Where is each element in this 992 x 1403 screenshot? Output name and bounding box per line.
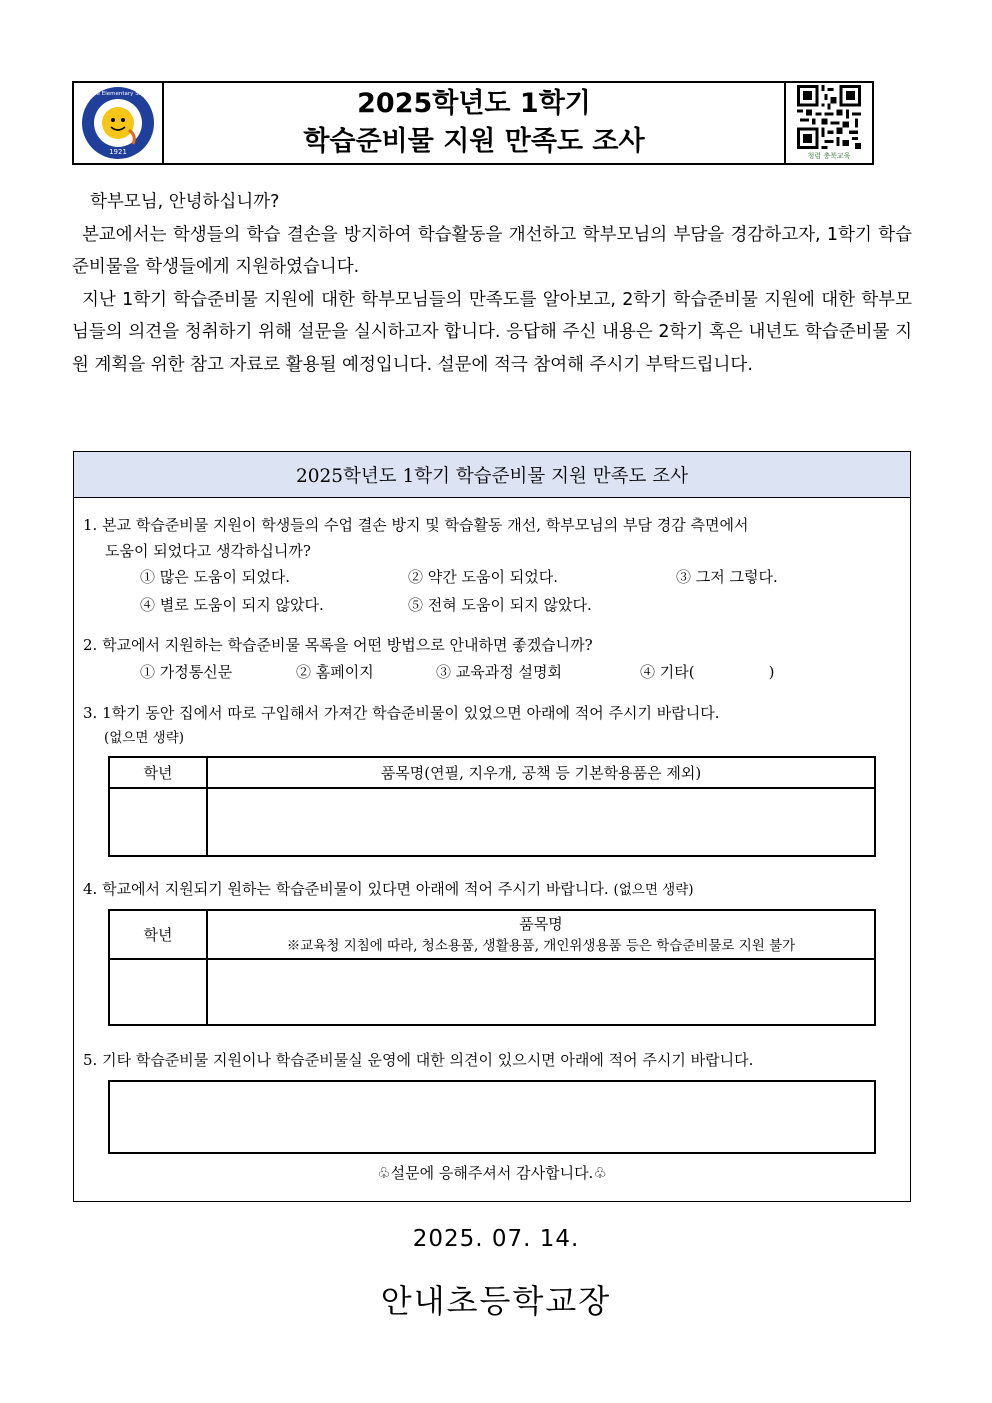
- question-3-note: (없으면 생략): [104, 730, 185, 746]
- title-line1: 2025학년도 1학기: [357, 88, 591, 119]
- q4-grade-input[interactable]: [109, 959, 207, 1025]
- q3-answer-table: [108, 756, 876, 857]
- question-3-text: 3. 1학기 동안 집에서 따로 구입해서 가져간 학습준비물이 있었으면 아래에 적어 주시기 바랍니다.: [83, 704, 720, 722]
- q2-option-1[interactable]: ① 가정통신문: [140, 663, 233, 681]
- question-4-note: (없으면 생략): [613, 882, 694, 898]
- q1-option-3[interactable]: ③ 그저 그렇다.: [676, 568, 778, 586]
- q4-answer-table: [108, 909, 876, 1026]
- greeting: 학부모님, 안녕하십니까?: [90, 192, 280, 212]
- q2-option-4-label: ④ 기타(: [640, 663, 695, 681]
- title-line2: 학습준비물 지원 만족도 조사: [303, 126, 645, 157]
- document-title: [164, 83, 784, 163]
- thanks-message: ♧설문에 응해주셔서 감사합니다.♧: [377, 1164, 607, 1182]
- q5-opinion-input[interactable]: [108, 1080, 876, 1154]
- q1-option-5[interactable]: ⑤ 전혀 도움이 되지 않았다.: [408, 596, 592, 614]
- q4-col-grade: 학년: [109, 910, 207, 959]
- q3-item-input[interactable]: [207, 788, 875, 856]
- q4-col-item-cell: [207, 910, 875, 959]
- q1-option-1[interactable]: ① 많은 도움이 되었다.: [140, 568, 290, 586]
- survey-form: [73, 451, 911, 1202]
- q4-item-input[interactable]: [207, 959, 875, 1025]
- question-2-text: 2. 학교에서 지원하는 학습준비물 목록을 어떤 방법으로 안내하면 좋겠습니까?: [83, 636, 593, 654]
- q1-option-2[interactable]: ② 약간 도움이 되었다.: [408, 568, 558, 586]
- survey-title: 2025학년도 1학기 학습준비물 지원 만족도 조사: [74, 452, 910, 498]
- intro-text: [72, 186, 912, 381]
- svg-text:Annae Elementary School: Annae Elementary School: [82, 91, 154, 97]
- intro-paragraph-1: 본교에서는 학생들의 학습 결손을 방지하여 학습활동을 개선하고 학부모님의 부담을 경감하고자, 1학기 학습준비물을 학생들에게 지원하였습니다.: [72, 224, 912, 277]
- question-1-text: 1. 본교 학습준비물 지원이 학생들의 수업 결손 방지 및 학습활동 개선, 학부모님의 부담 경감 측면에서: [83, 516, 749, 534]
- q3-col-grade: 학년: [109, 757, 207, 788]
- question-4: [83, 876, 883, 903]
- intro-paragraph-2: 지난 1학기 학습준비물 지원에 대한 학부모님들의 만족도를 알아보고, 2학기 학습준비물 지원에 대한 학부모님들의 의견을 청취하기 위해 설문을 실시하고자 합니다. 응답해 주신 내용은 2학기 혹은 내년도 학습준비물 지원 계획을 위한 참고 자료로 활용될 예정입니다. 설문에 적극 참여해 주시기 부탁드립니다.: [72, 289, 912, 375]
- question-1-text-cont: 도움이 되었다고 생각하십니까?: [105, 542, 311, 560]
- q2-option-4-close: ): [768, 663, 775, 681]
- document-header: [72, 81, 874, 165]
- svg-text:1921: 1921: [109, 148, 127, 156]
- q1-option-4[interactable]: ④ 별로 도움이 되지 않았다.: [140, 596, 324, 614]
- qr-caption: 청렴 충북교육: [807, 152, 851, 160]
- principal-signature: 안내초등학교장: [380, 1282, 612, 1320]
- q4-col-item: 품목명: [519, 914, 563, 933]
- q3-grade-input[interactable]: [109, 788, 207, 856]
- qr-code-icon[interactable]: [797, 85, 861, 149]
- q2-option-4[interactable]: [640, 659, 774, 685]
- question-4-text: 4. 학교에서 지원되기 원하는 학습준비물이 있다면 아래에 적어 주시기 바랍니다.: [83, 880, 609, 898]
- school-logo: [79, 84, 157, 162]
- q4-col-item-note: ※교육청 지침에 따라, 청소용품, 생활용품, 개인위생용품 등은 학습준비물로 지원 불가: [286, 937, 796, 954]
- qr-cell: [784, 83, 872, 163]
- question-5-text: 5. 기타 학습준비물 지원이나 학습준비물실 운영에 대한 의견이 있으시면 아래에 적어 주시기 바랍니다.: [83, 1051, 754, 1069]
- q2-option-3[interactable]: ③ 교육과정 설명회: [436, 663, 562, 681]
- school-logo-cell: [74, 83, 164, 163]
- document-date: 2025. 07. 14.: [412, 1226, 580, 1252]
- q2-option-2[interactable]: ② 홈페이지: [296, 663, 374, 681]
- question-1: [83, 512, 883, 564]
- q3-col-item: 품목명(연필, 지우개, 공책 등 기본학용품은 제외): [207, 757, 875, 788]
